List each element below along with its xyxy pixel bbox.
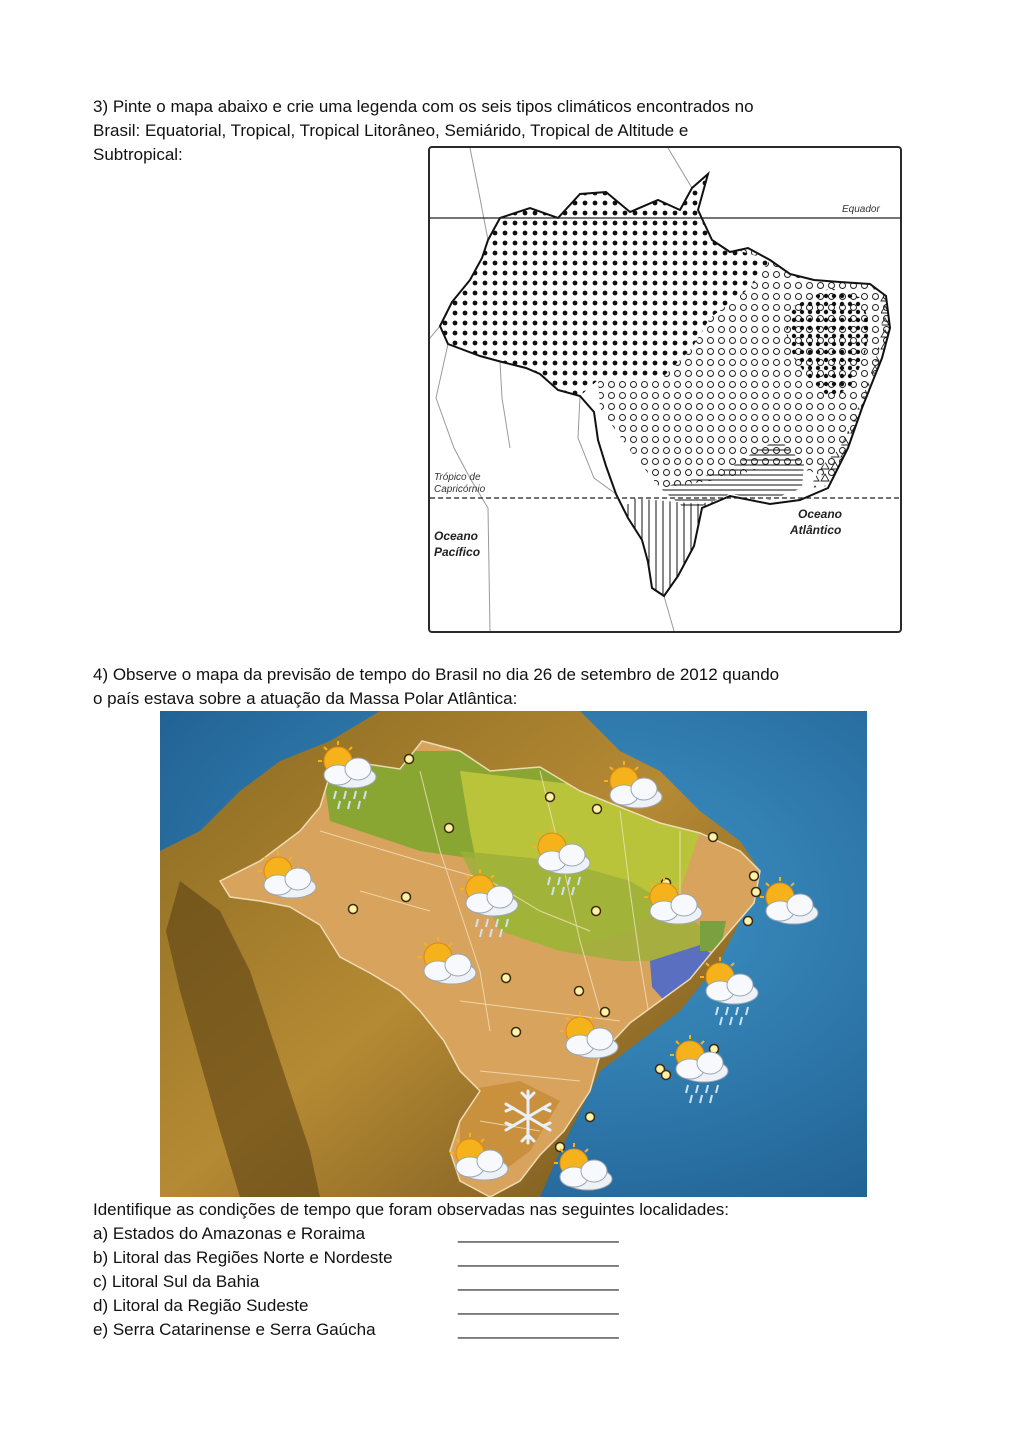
weather-map-drawing xyxy=(160,711,867,1197)
question-item-b xyxy=(93,1246,933,1270)
questions-list xyxy=(93,1198,933,1342)
answer-blank[interactable]: _________________ xyxy=(458,1296,619,1315)
answer-blank[interactable]: _________________ xyxy=(458,1320,619,1339)
city-dot-icon xyxy=(750,872,759,881)
city-dot-icon xyxy=(405,755,414,764)
city-dot-icon xyxy=(512,1028,521,1037)
question-label: d) Litoral da Região Sudeste xyxy=(93,1296,309,1315)
questions-intro: Identifique as condições de tempo que foram observadas nas seguintes localidades: xyxy=(93,1200,730,1219)
city-dot-icon xyxy=(445,824,454,833)
pacific-label-1: Oceano xyxy=(434,529,479,543)
question-4-line-1: 4) Observe o mapa da previsão de tempo do Brasil no dia 26 de setembro de 2012 quando xyxy=(93,665,780,684)
city-dot-icon xyxy=(546,793,555,802)
question-3-line-2: Brasil: Equatorial, Tropical, Tropical Litorâneo, Semiárido, Tropical de Altitude e xyxy=(93,121,689,140)
question-item-d xyxy=(93,1294,933,1318)
city-dot-icon xyxy=(502,974,511,983)
city-dot-icon xyxy=(592,907,601,916)
question-label: c) Litoral Sul da Bahia xyxy=(93,1272,260,1291)
question-item-c xyxy=(93,1270,933,1294)
question-4-text xyxy=(93,663,931,711)
city-dot-icon xyxy=(601,1008,610,1017)
atlantic-label-2: Atlântico xyxy=(790,523,842,537)
city-dot-icon xyxy=(586,1113,595,1122)
question-3-line-3: Subtropical: xyxy=(93,145,183,164)
answer-blank[interactable]: _________________ xyxy=(458,1224,619,1243)
climate-zones xyxy=(430,148,900,631)
question-3-line-1: 3) Pinte o mapa abaixo e crie uma legenda com os seis tipos climáticos encontrados no xyxy=(93,97,754,116)
city-dot-icon xyxy=(402,893,411,902)
pacific-label-2: Pacífico xyxy=(434,545,481,559)
question-item-e xyxy=(93,1318,933,1342)
city-dot-icon xyxy=(349,905,358,914)
question-item-a xyxy=(93,1222,933,1246)
city-dot-icon xyxy=(744,917,753,926)
climate-map xyxy=(428,146,902,633)
question-label: e) Serra Catarinense e Serra Gaúcha xyxy=(93,1320,376,1339)
question-label: b) Litoral das Regiões Norte e Nordeste xyxy=(93,1248,393,1267)
weather-forecast-map xyxy=(160,711,867,1197)
tropic-label-2: Capricórnio xyxy=(434,484,486,495)
city-dot-icon xyxy=(752,888,761,897)
city-dot-icon xyxy=(662,1071,671,1080)
city-dot-icon xyxy=(709,833,718,842)
question-label: a) Estados do Amazonas e Roraima xyxy=(93,1224,366,1243)
climate-map-drawing xyxy=(430,148,900,631)
city-dot-icon xyxy=(575,987,584,996)
answer-blank[interactable]: _________________ xyxy=(458,1272,619,1291)
atlantic-label-1: Oceano xyxy=(798,507,843,521)
tropic-label-1: Trópico de xyxy=(434,472,481,483)
equator-label: Equador xyxy=(842,204,880,215)
answer-blank[interactable]: _________________ xyxy=(458,1248,619,1267)
city-dot-icon xyxy=(593,805,602,814)
question-4-line-2: o país estava sobre a atuação da Massa Polar Atlântica: xyxy=(93,689,518,708)
